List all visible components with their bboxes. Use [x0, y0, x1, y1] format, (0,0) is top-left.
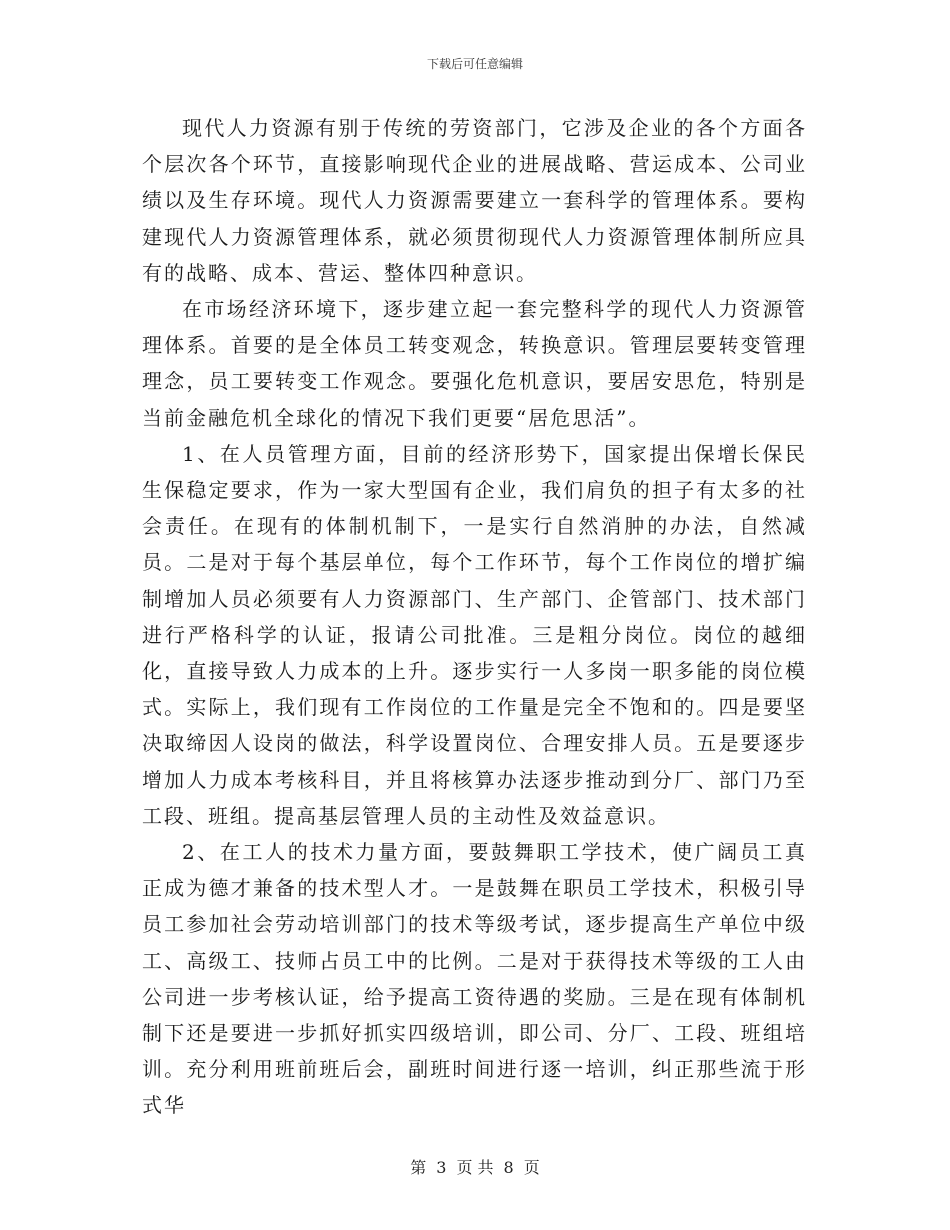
- page-footer: [0, 1155, 950, 1178]
- document-body: [142, 110, 807, 1124]
- current-page-number: 3: [436, 1158, 447, 1177]
- total-page-count: 8: [503, 1158, 514, 1177]
- paragraph-3: 1、在人员管理方面，目前的经济形势下，国家提出保增长保民生保稳定要求，作为一家大型国有企业，我们肩负的担子有太多的社会责任。在现有的体制机制下，一是实行自然消肿的办法，自然减员。二是对于每个基层单位，每个工作环节，每个工作岗位的增扩编制增加人员必须要有人力资源部门、生产部门、企管部门、技术部门进行严格科学的认证，报请公司批准。三是粗分岗位。岗位的越细化，直接导致人力成本的上升。逐步实行一人多岗一职多能的岗位模式。实际上，我们现有工作岗位的工作量是完全不饱和的。四是要坚决取缔因人设岗的做法，科学设置岗位、合理安排人员。五是要逐步增加人力成本考核科目，并且将核算办法逐步推动到分厂、部门乃至工段、班组。提高基层管理人员的主动性及效益意识。: [142, 441, 807, 828]
- paragraph-4: 2、在工人的技术力量方面，要鼓舞职工学技术，使广阔员工真正成为德才兼备的技术型人才。一是鼓舞在职员工学技术，积极引导员工参加社会劳动培训部门的技术等级考试，逐步提高生产单位中级工、高级工、技师占员工中的比例。二是对于获得技术等级的工人由公司进一步考核认证，给予提高工资待遇的奖励。三是在现有体制机制下还是要进一步抓好抓实四级培训，即公司、分厂、工段、班组培训。充分利用班前班后会，副班时间进行逐一培训，纠正那些流于形式华: [142, 840, 807, 1118]
- page-header-note: 下载后可任意编辑: [426, 57, 523, 71]
- paragraph-2: 在市场经济环境下，逐步建立起一套完整科学的现代人力资源管理体系。首要的是全体员工转变观念，转换意识。管理层要转变管理理念，员工要转变工作观念。要强化危机意识，要居安思危，特别是当前金融危机全球化的情况下我们更要“居危思活”。: [142, 297, 807, 430]
- footer-prefix: 第: [410, 1158, 427, 1177]
- footer-suffix: 页: [523, 1158, 540, 1177]
- footer-middle: 页 共: [456, 1158, 494, 1177]
- paragraph-1: 现代人力资源有别于传统的劳资部门，它涉及企业的各个方面各个层次各个环节，直接影响现代企业的进展战略、营运成本、公司业绩以及生存环境。现代人力资源需要建立一套科学的管理体系。要构建现代人力资源管理体系，就必须贯彻现代人力资源管理体制所应具有的战略、成本、营运、整体四种意识。: [142, 116, 807, 285]
